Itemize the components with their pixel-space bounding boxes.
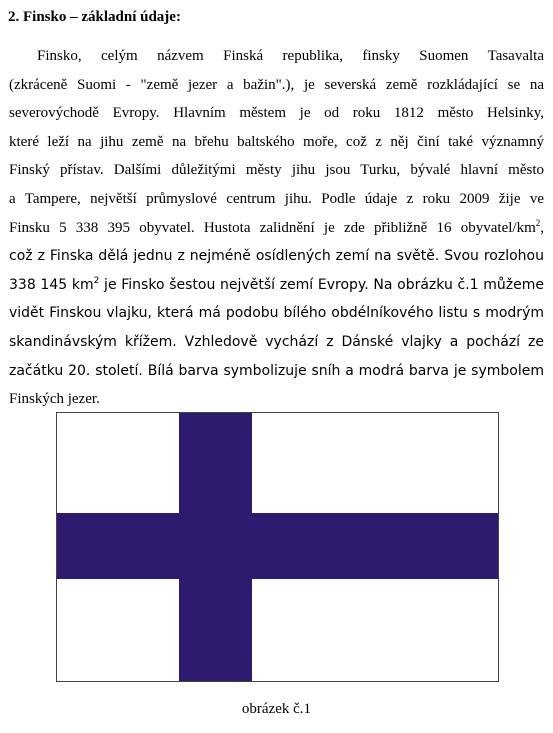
paragraph-line: začátku 20. století. Bílá barva symbolizuje sníh a modrá barva je symbolem xyxy=(9,362,544,379)
figure-caption: obrázek č.1 xyxy=(241,701,312,717)
superscript: 2 xyxy=(535,217,541,228)
paragraph-line: což z Finska dělá jednu z nejméně osídlených zemí na světě. Svou rozlohou xyxy=(9,248,544,265)
paragraph-line: Finský přístav. Dalšími důležitými městy jihu jsou Turku, bývalé hlavní město xyxy=(9,162,544,179)
section-heading: 2. Finsko – základní údaje: xyxy=(8,9,181,25)
paragraph-line xyxy=(9,271,544,300)
line-text: Finsku 5 338 395 obyvatel. Hustota zalidnění je zde přibližně 16 obyvatel/km xyxy=(9,219,536,236)
paragraph-line xyxy=(9,214,544,243)
superscript: 2 xyxy=(93,275,100,286)
line-text: je Finsko šestou největší zemí Evropy. Na obrázku č.1 můžeme xyxy=(99,276,545,293)
finnish-flag-image xyxy=(56,412,499,682)
paragraph-line: a Tampere, největší průmyslové centrum jihu. Podle údaje z roku 2009 žije ve xyxy=(9,190,544,207)
flag-cross-horizontal xyxy=(57,513,498,579)
body-paragraph xyxy=(9,42,544,414)
paragraph-line: vidět Finskou vlajku, která má podobu bílého obdélníkového listu s modrým xyxy=(9,305,544,322)
paragraph-line: (zkráceně Suomi - "země jezer a bažin".), je severská země rozkládající se na xyxy=(9,76,544,93)
paragraph-line: Finských jezer. xyxy=(9,391,100,408)
line-text: , xyxy=(540,219,544,236)
line-text: 338 145 km xyxy=(9,276,94,293)
paragraph-line: skandinávským křížem. Vzhledově vychází z Dánské vlajky a pochází ze xyxy=(9,333,544,350)
paragraph-line: které leží na jihu země na břehu baltského moře, což z něj činí také významný xyxy=(9,133,544,150)
paragraph-line: Finsko, celým názvem Finská republika, finsky Suomen Tasavalta xyxy=(37,48,544,64)
paragraph-line: severovýchodě Evropy. Hlavním městem je od roku 1812 město Helsinky, xyxy=(9,105,544,122)
